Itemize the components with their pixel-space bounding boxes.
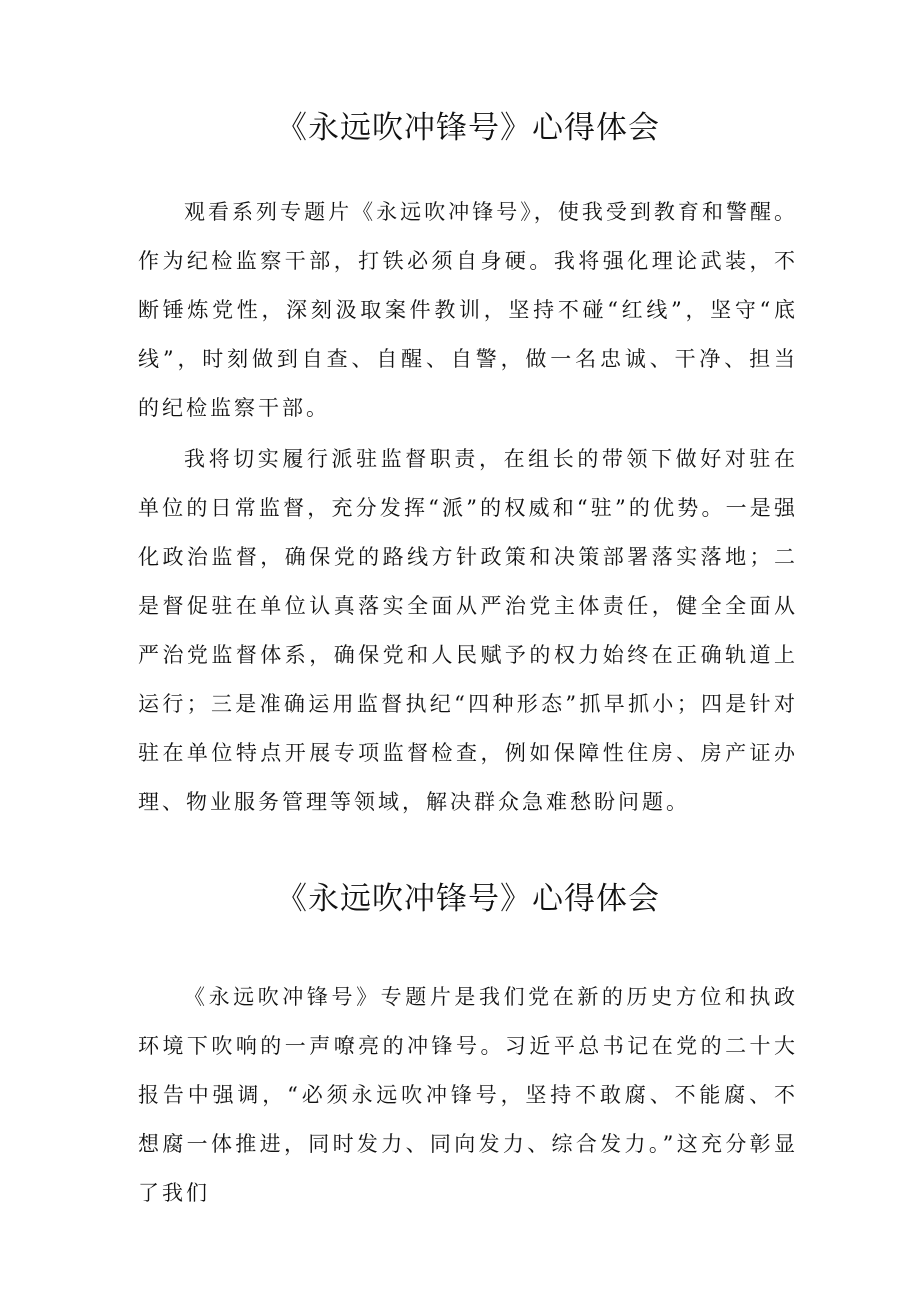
article-body [138, 973, 798, 1218]
paragraph-1: 《永远吹冲锋号》专题片是我们党在新的历史方位和执政环境下吹响的一声嘹亮的冲锋号。习近平总书记在党的二十大报告中强调，“必须永远吹冲锋号，坚持不敢腐、不能腐、不想腐一体推进，同时发力、同向发力、综合发力。”这充分彰显了我们 [138, 985, 798, 1205]
article-title: 《永远吹冲锋号》心得体会 [276, 110, 660, 146]
article-body [138, 188, 798, 827]
paragraph-1: 观看系列专题片《永远吹冲锋号》，使我受到教育和警醒。作为纪检监察干部，打铁必须自身硬。我将强化理论武装，不断锤炼党性，深刻汲取案件教训，坚持不碰“红线”，坚守“底线”，时刻做到自查、自醒、自警，做一名忠诚、干净、担当的纪检监察干部。 [138, 200, 798, 420]
article-title: 《永远吹冲锋号》心得体会 [276, 881, 660, 917]
paragraph-2: 我将切实履行派驻监督职责，在组长的带领下做好对驻在单位的日常监督，充分发挥“派”的权威和“驻”的优势。一是强化政治监督，确保党的路线方针政策和决策部署落实落地；二是督促驻在单位认真落实全面从严治党主体责任，健全全面从严治党监督体系，确保党和人民赋予的权力始终在正确轨道上运行；三是准确运用监督执纪“四种形态”抓早抓小；四是针对驻在单位特点开展专项监督检查，例如保障性住房、房产证办理、物业服务管理等领域，解决群众急难愁盼问题。 [138, 447, 798, 814]
article-1 [138, 106, 798, 827]
article-2 [138, 877, 798, 1218]
